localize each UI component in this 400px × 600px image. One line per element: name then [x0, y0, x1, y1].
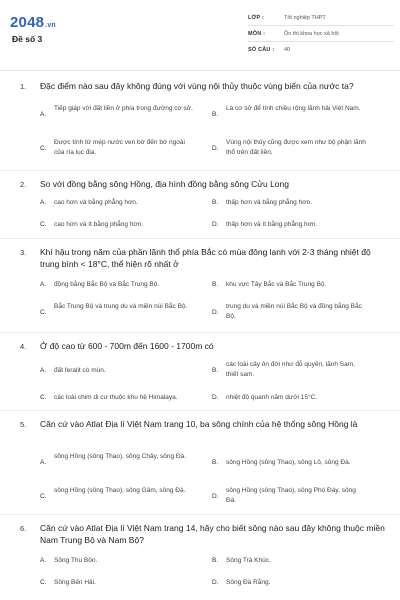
page-header	[0, 0, 400, 64]
question-5	[0, 418, 400, 514]
exam-number: Đề số 3	[12, 34, 43, 44]
option-d[interactable]	[212, 393, 372, 403]
option-text: Sông Trà Khúc.	[226, 557, 271, 564]
option-text: thấp hơn và ít bằng phẳng hơn.	[226, 221, 318, 228]
question-divider	[0, 238, 400, 239]
option-letter: C.	[40, 145, 47, 152]
option-a[interactable]	[40, 452, 200, 474]
question-divider	[0, 410, 400, 411]
question-number: 3.	[20, 248, 27, 257]
option-c[interactable]	[40, 138, 200, 160]
option-text: khu vực Tây Bắc và Bắc Trung Bộ.	[226, 281, 327, 288]
meta-label: SỐ CÂU :	[248, 47, 275, 53]
option-text: Bắc Trung Bộ và trung du và miền núi Bắc Bộ.	[54, 303, 188, 310]
exam-meta	[248, 10, 394, 58]
question-divider	[0, 514, 400, 515]
option-b[interactable]	[212, 104, 372, 126]
option-text: cao hơn và bằng phẳng hơn.	[54, 199, 138, 206]
question-4	[0, 340, 400, 410]
option-text: đất feralit có mùn.	[54, 367, 106, 374]
question-number: 1.	[20, 82, 27, 91]
question-1	[0, 80, 400, 168]
option-text: các loài cây ôn đới như đỗ quyên, lãnh Sam, thiết sam.	[226, 361, 355, 378]
question-number: 5.	[20, 420, 27, 429]
option-letter: C.	[40, 309, 47, 316]
question-text: Khí hậu trong năm của phần lãnh thổ phía Bắc có mùa đông lạnh với 2-3 tháng nhiệt độ trung bình < 18°C, thể hiện rõ nhất ở	[40, 247, 371, 269]
option-text: sông Hồng (sông Thao), sông Lô, sông Đà.	[226, 459, 351, 466]
question-text: Ở độ cao từ 600 - 700m đến 1600 - 1700m có	[40, 341, 214, 351]
option-text: Là cơ sở để tính chiều rộng lãnh hải Việt Nam.	[226, 105, 361, 112]
option-text: cao hơn và ít bằng phẳng hơn.	[54, 221, 144, 228]
option-text: Vùng nội thủy cũng được xem như bộ phận lãnh thổ trên đất liền.	[226, 139, 366, 156]
meta-value: 40	[284, 47, 291, 53]
option-letter: B.	[212, 367, 219, 374]
option-letter: C.	[40, 493, 47, 500]
option-a[interactable]	[40, 366, 200, 376]
option-c[interactable]	[40, 393, 210, 403]
option-text: Sông Thu Bồn.	[54, 557, 98, 564]
meta-row-class	[248, 10, 394, 26]
option-text: nhiệt độ quanh năm dưới 15°C.	[226, 394, 318, 401]
option-letter: D.	[212, 493, 219, 500]
site-logo[interactable]	[10, 14, 56, 31]
option-letter: C.	[40, 221, 47, 228]
option-b[interactable]	[212, 280, 372, 290]
option-d[interactable]	[212, 138, 372, 160]
option-letter: B.	[212, 459, 219, 466]
option-letter: D.	[212, 394, 219, 401]
option-b[interactable]	[212, 360, 372, 382]
question-divider	[0, 170, 400, 171]
question-number: 4.	[20, 342, 27, 351]
option-text: trung du và miền núi Bắc Bộ và đồng bằng Bắc Bộ.	[226, 303, 362, 320]
option-b[interactable]	[212, 458, 387, 468]
option-text: Tiếp giáp với đất liền ở phía trong đường cơ sở.	[54, 105, 193, 112]
option-text: Sông Đà Rằng.	[226, 579, 271, 586]
option-c[interactable]	[40, 220, 200, 230]
option-c[interactable]	[40, 302, 200, 324]
option-b[interactable]	[212, 198, 372, 208]
option-text: sông Hồng (sông Thao), sông Chảy, sông Đà.	[54, 453, 187, 460]
question-6	[0, 522, 400, 598]
option-letter: B.	[212, 111, 219, 118]
header-divider	[0, 70, 400, 71]
option-letter: A.	[40, 557, 47, 564]
option-letter: B.	[212, 281, 219, 288]
option-text: Được tính từ mép nước ven bờ đến bờ ngoài của rìa lục địa.	[54, 139, 185, 156]
meta-row-subject	[248, 26, 394, 42]
option-d[interactable]	[212, 220, 372, 230]
option-a[interactable]	[40, 556, 200, 566]
option-c[interactable]	[40, 578, 200, 588]
question-3	[0, 246, 400, 330]
option-a[interactable]	[40, 104, 200, 126]
option-letter: D.	[212, 309, 219, 316]
option-a[interactable]	[40, 280, 200, 290]
option-letter: A.	[40, 459, 47, 466]
meta-value: Tốt nghiệp THPT	[284, 14, 326, 21]
option-d[interactable]	[212, 578, 372, 588]
option-b[interactable]	[212, 556, 372, 566]
option-text: sông Hồng (sông Thao), sông Gâm, sông Đà.	[54, 487, 186, 494]
option-a[interactable]	[40, 198, 200, 208]
option-text: thấp hơn và bằng phẳng hơn.	[226, 199, 312, 206]
option-d[interactable]	[212, 302, 372, 324]
question-divider	[0, 332, 400, 333]
question-number: 6.	[20, 524, 27, 533]
question-2	[0, 178, 400, 238]
option-text: các loài chim di cư thuộc khu hệ Himalaya.	[54, 394, 178, 401]
option-text: Sông Bến Hải.	[54, 579, 96, 586]
option-letter: B.	[212, 557, 219, 564]
option-letter: D.	[212, 221, 219, 228]
option-text: sông Hồng (sông Thao), sông Phó Đáy, sông Đà.	[226, 487, 356, 504]
meta-label: LỚP :	[248, 14, 264, 21]
option-letter: A.	[40, 367, 47, 374]
question-text: Căn cứ vào Atlat Địa lí Việt Nam trang 14, hãy cho biết sông nào sau đây không thuộc miền Nam Trung Bộ và Nam Bộ?	[40, 523, 385, 545]
option-c[interactable]	[40, 486, 200, 508]
logo-text: 2048	[10, 14, 45, 31]
option-letter: C.	[40, 579, 47, 586]
question-number: 2.	[20, 180, 27, 189]
option-letter: A.	[40, 281, 47, 288]
question-text: Căn cứ vào Atlat Địa lí Việt Nam trang 10, ba sông chính của hệ thống sông Hồng là	[40, 419, 358, 429]
option-d[interactable]	[212, 486, 372, 508]
option-letter: C.	[40, 394, 47, 401]
option-letter: D.	[212, 145, 219, 152]
question-text: So với đồng bằng sông Hồng, địa hình đồng bằng sông Cửu Long	[40, 179, 289, 189]
question-text: Đặc điểm nào sau đây không đúng với vùng nội thủy thuộc vùng biển của nước ta?	[40, 81, 354, 91]
meta-label: MÔN :	[248, 30, 266, 37]
meta-row-count	[248, 42, 394, 58]
logo-suffix: .vn	[45, 22, 56, 29]
option-letter: D.	[212, 579, 219, 586]
option-letter: A.	[40, 199, 47, 206]
option-letter: A.	[40, 111, 47, 118]
option-text: đồng bằng Bắc Bộ và Bắc Trung Bộ.	[54, 281, 160, 288]
option-letter: B.	[212, 199, 219, 206]
meta-value: Ôn thi khoa học xã hội	[284, 30, 339, 37]
